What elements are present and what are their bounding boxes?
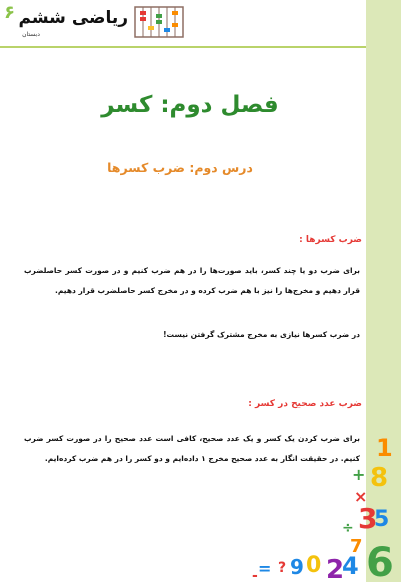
- paragraph-integer-times-fraction: برای ضرب کردن یک کسر و یک عدد صحیح، کافی است عدد صحیح را در صورت کسر ضرب کنیم. در حقیقت انگار به عدد صحیح مخرج ۱ داده‌ایم و دو کسر را در هم ضرب کرده‌ایم.: [24, 434, 360, 463]
- digit-0-glyph: 0: [306, 553, 322, 578]
- times-glyph: ×: [354, 487, 368, 506]
- digit-3-glyph: 3: [358, 502, 378, 535]
- digit-9-glyph: 9: [290, 555, 304, 579]
- plus-glyph: +: [352, 465, 366, 484]
- minus-glyph: -: [252, 568, 258, 582]
- colorful-numbers-decoration: [254, 428, 401, 582]
- section-heading-integer-times-fraction: ضرب عدد صحیح در کسر :: [248, 399, 362, 409]
- digit-2-glyph: 2: [326, 555, 345, 582]
- digit-1-glyph: 1: [376, 434, 393, 462]
- equals-glyph: =: [258, 559, 272, 578]
- logo-subtitle: دبستان: [22, 31, 40, 38]
- question-glyph: ?: [278, 560, 287, 576]
- lesson-title: درس دوم: ضرب کسرها: [107, 160, 253, 175]
- digit-5-glyph: 5: [374, 507, 390, 532]
- digit-8-glyph: 8: [370, 463, 389, 493]
- section-heading-fraction-multiplication: ضرب کسرها :: [299, 235, 362, 245]
- chapter-title: فصل دوم: کسر: [101, 92, 279, 118]
- digit-6-glyph: 6: [366, 540, 394, 582]
- divide-glyph: ÷: [342, 520, 354, 536]
- digit-4-glyph: 4: [342, 552, 359, 580]
- logo-title: ریاضی ششم: [18, 8, 128, 28]
- paragraph-no-common-denominator: در ضرب کسرها نیازی به مخرج مشترک گرفتن نیست!: [163, 330, 360, 339]
- abacus-icon: [134, 6, 184, 38]
- digit-7-glyph: 7: [350, 536, 363, 557]
- header-divider: [0, 46, 366, 48]
- paragraph-fraction-multiplication: برای ضرب دو یا چند کسر، باید صورت‌ها را در هم ضرب کنیم و در صورت کسر حاصلضرب قرار دهیم و مخرج‌ها را نیز با هم ضرب کرده و در مخرج کسر حاصلضرب قرار دهیم.: [24, 266, 360, 295]
- logo-grade-number: ۶: [4, 2, 15, 23]
